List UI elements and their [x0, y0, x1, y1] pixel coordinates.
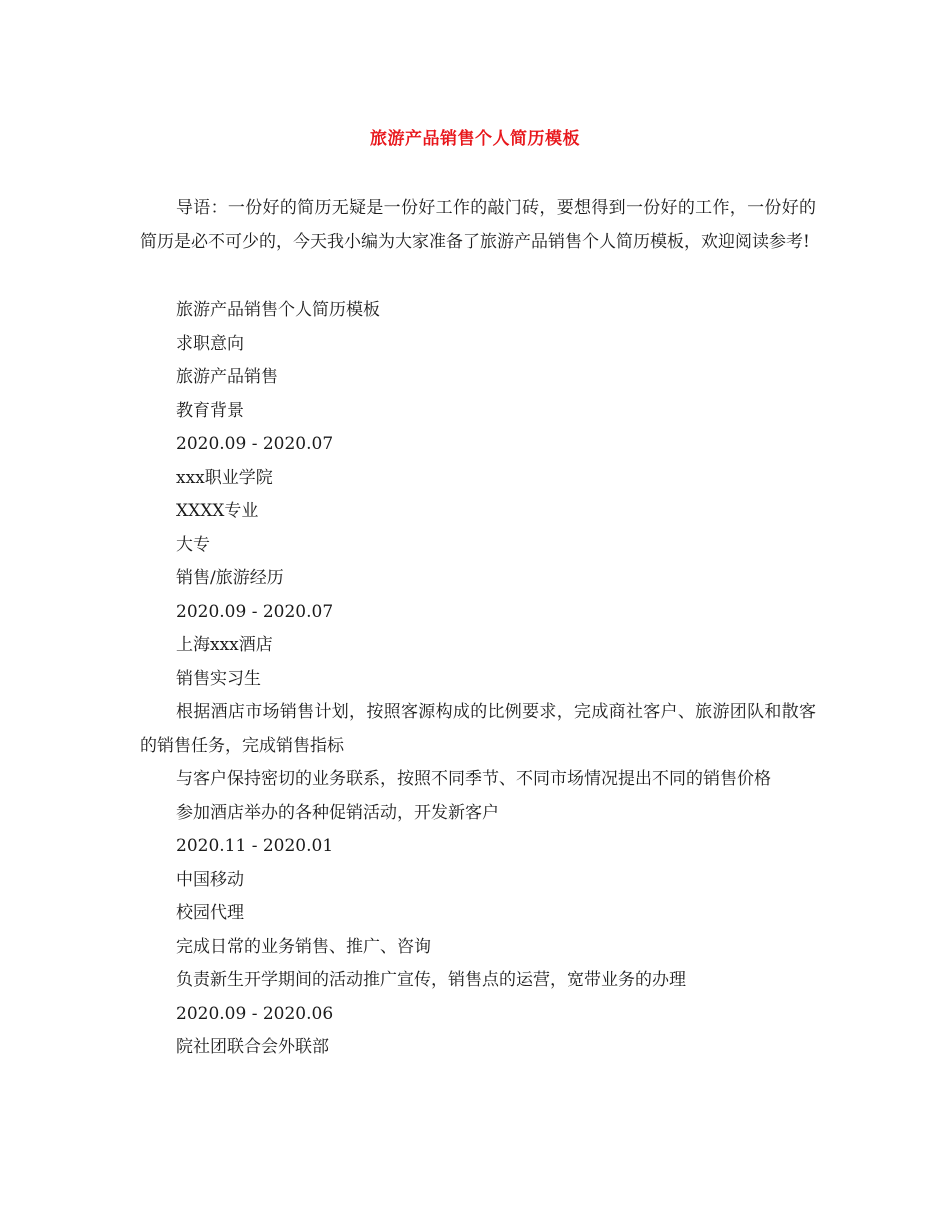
experience-period: 2020.11 - 2020.01	[176, 836, 334, 856]
resume-heading: 旅游产品销售个人简历模板	[176, 300, 380, 320]
experience-period: 2020.09 - 2020.07	[176, 601, 334, 622]
experience-organization: 院社团联合会外联部	[176, 1037, 329, 1057]
experience-duty: 与客户保持密切的业务联系，按照不同季节、不同市场情况提出不同的销售价格	[176, 769, 771, 789]
experience-duty: 负责新生开学期间的活动推广宣传，销售点的运营，宽带业务的办理	[176, 970, 686, 990]
section-heading-job-intention: 求职意向	[176, 333, 244, 354]
experience-position: 销售实习生	[176, 668, 261, 689]
experience-position: 校园代理	[176, 903, 244, 923]
section-heading-education: 教育背景	[176, 400, 244, 421]
education-period: 2020.09 - 2020.07	[176, 434, 334, 454]
section-heading-experience: 销售/旅游经历	[176, 568, 284, 588]
education-school: xxx职业学院	[176, 467, 273, 488]
experience-duty: 参加酒店举办的各种促销活动，开发新客户	[176, 802, 499, 823]
experience-duty: 完成日常的业务销售、推广、咨询	[176, 936, 431, 957]
education-degree: 大专	[176, 534, 210, 555]
experience-period: 2020.09 - 2020.06	[176, 1003, 334, 1024]
job-intention-value: 旅游产品销售	[176, 367, 278, 387]
intro-paragraph: 导语：一份好的简历无疑是一份好工作的敲门砖，要想得到一份好的工作，一份好的简历是必不可少的，今天我小编为大家准备了旅游产品销售个人简历模板，欢迎阅读参考!	[140, 198, 816, 252]
experience-company: 中国移动	[176, 869, 244, 890]
education-major: XXXX专业	[176, 501, 259, 521]
resume-content	[140, 294, 816, 1065]
document-title: 旅游产品销售个人简历模板	[370, 129, 580, 149]
experience-duty: 根据酒店市场销售计划，按照客源构成的比例要求，完成商社客户、旅游团队和散客的销售任务，完成销售指标	[140, 702, 816, 756]
experience-company: 上海xxx酒店	[176, 635, 273, 655]
